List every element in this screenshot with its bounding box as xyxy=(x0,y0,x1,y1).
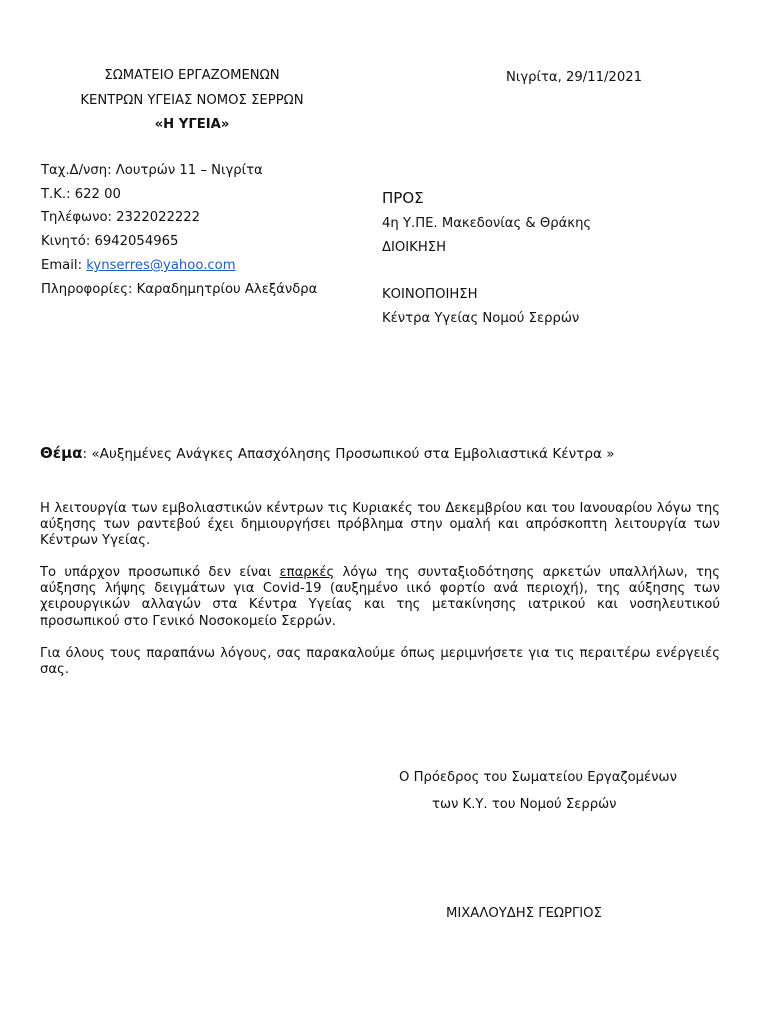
recipients-to-line1: 4η Υ.ΠΕ. Μακεδονίας & Θράκης xyxy=(382,216,592,231)
subject-line xyxy=(40,444,615,462)
recipients-to-heading: ΠΡΟΣ xyxy=(382,189,424,207)
body-paragraph-2-end: λόγω της συνταξιοδότησης αρκετών υπαλλήλων, της αύξησης λήψης δειγμάτων για Covid-19 (αυξημένο ιικό φορτίο ανά περιοχή), της αύξησης των χειρουργικών αλλαγών στα Κέντρα Υγείας και της μετακίνησης ιατρικού και νοσηλευτικού προσωπικού στο Γενικό Νοσοκομείο Σερρών. xyxy=(40,565,720,629)
signature-title-line2: των Κ.Υ. του Νομού Σερρών xyxy=(432,797,617,812)
org-name-line1: ΣΩΜΑΤΕΙΟ ΕΡΓΑΖΟΜΕΝΩΝ xyxy=(104,68,280,83)
contact-phone: Τηλέφωνο: 2322022222 xyxy=(41,210,201,225)
subject-text: : «Αυξημένες Ανάγκες Απασχόλησης Προσωπικού στα Εμβολιαστικά Κέντρα » xyxy=(82,446,615,462)
contact-address: Ταχ.Δ/νση: Λουτρών 11 – Νιγρίτα xyxy=(41,163,263,178)
body-paragraph-2-start: Το υπάρχον προσωπικό δεν είναι xyxy=(40,565,280,580)
contact-email-link[interactable]: kynserres@yahoo.com xyxy=(86,258,236,273)
recipients-cc-heading: ΚΟΙΝΟΠΟΙΗΣΗ xyxy=(382,287,478,302)
place-date: Νιγρίτα, 29/11/2021 xyxy=(506,70,642,85)
subject-label: Θέμα xyxy=(40,444,83,462)
body-paragraph-3: Για όλους τους παραπάνω λόγους, σας παρακαλούμε όπως μεριμνήσετε για τις περαιτέρω ενέργειές σας. xyxy=(40,646,720,678)
contact-email-row xyxy=(41,258,236,273)
signature-name: ΜΙΧΑΛΟΥΔΗΣ ΓΕΩΡΓΙΟΣ xyxy=(446,906,602,921)
contact-postal-code: Τ.Κ.: 622 00 xyxy=(41,187,121,202)
org-name-line2: ΚΕΝΤΡΩΝ ΥΓΕΙΑΣ ΝΟΜΟΣ ΣΕΡΡΩΝ xyxy=(80,93,304,108)
body-paragraph-2 xyxy=(40,565,720,630)
recipients-cc-line1: Κέντρα Υγείας Νομού Σερρών xyxy=(382,311,580,326)
contact-email-label: Email: xyxy=(41,258,87,273)
signature-title-line1: Ο Πρόεδρος του Σωματείου Εργαζομένων xyxy=(399,770,677,785)
recipients-to-line2: ΔΙΟΙΚΗΣΗ xyxy=(382,240,446,255)
body-paragraph-2-emphasis: επαρκές xyxy=(279,565,335,580)
body-paragraph-1: Η λειτουργία των εμβολιαστικών κέντρων τις Κυριακές του Δεκεμβρίου και του Ιανουαρίου λόγω της αύξησης των ραντεβού έχει δημιουργήσει πρόβλημα στην ομαλή και απρόσκοπτη λειτουργία των Κέντρων Υγείας. xyxy=(40,501,720,549)
contact-info: Πληροφορίες: Καραδημητρίου Αλεξάνδρα xyxy=(41,282,318,297)
contact-mobile: Κινητό: 6942054965 xyxy=(41,234,179,249)
org-name-line3: «Η ΥΓΕΙΑ» xyxy=(154,117,230,132)
